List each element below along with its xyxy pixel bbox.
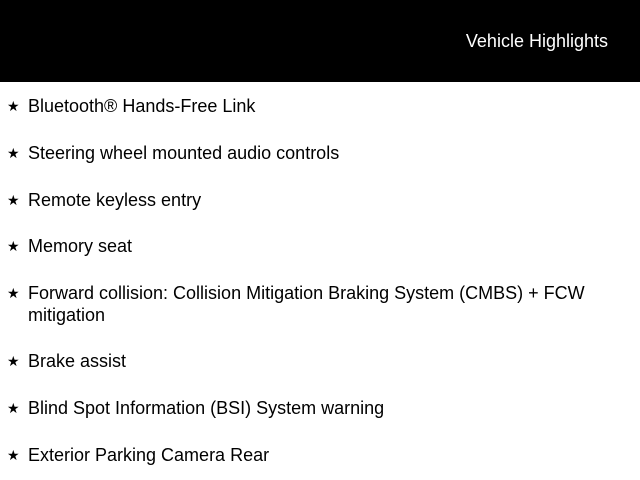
star-icon: ★ (7, 192, 20, 208)
star-icon: ★ (7, 447, 20, 463)
feature-label: Steering wheel mounted audio controls (28, 143, 340, 163)
page-title: Vehicle Highlights (465, 31, 608, 51)
feature-label: Blind Spot Information (BSI) System warning (28, 398, 385, 418)
feature-label: Bluetooth® Hands-Free Link (28, 96, 256, 116)
feature-label: Brake assist (28, 351, 127, 371)
feature-label: Forward collision: Collision Mitigation Braking System (CMBS) + FCW mitigation (28, 283, 585, 325)
star-icon: ★ (7, 400, 20, 416)
feature-label: Exterior Parking Camera Rear (28, 445, 270, 465)
star-icon: ★ (7, 285, 20, 301)
star-icon: ★ (7, 98, 20, 114)
star-icon: ★ (7, 238, 20, 254)
feature-label: Remote keyless entry (28, 190, 202, 210)
star-icon: ★ (7, 353, 20, 369)
header-bar (0, 0, 640, 82)
feature-label: Memory seat (28, 236, 133, 256)
star-icon: ★ (7, 145, 20, 161)
